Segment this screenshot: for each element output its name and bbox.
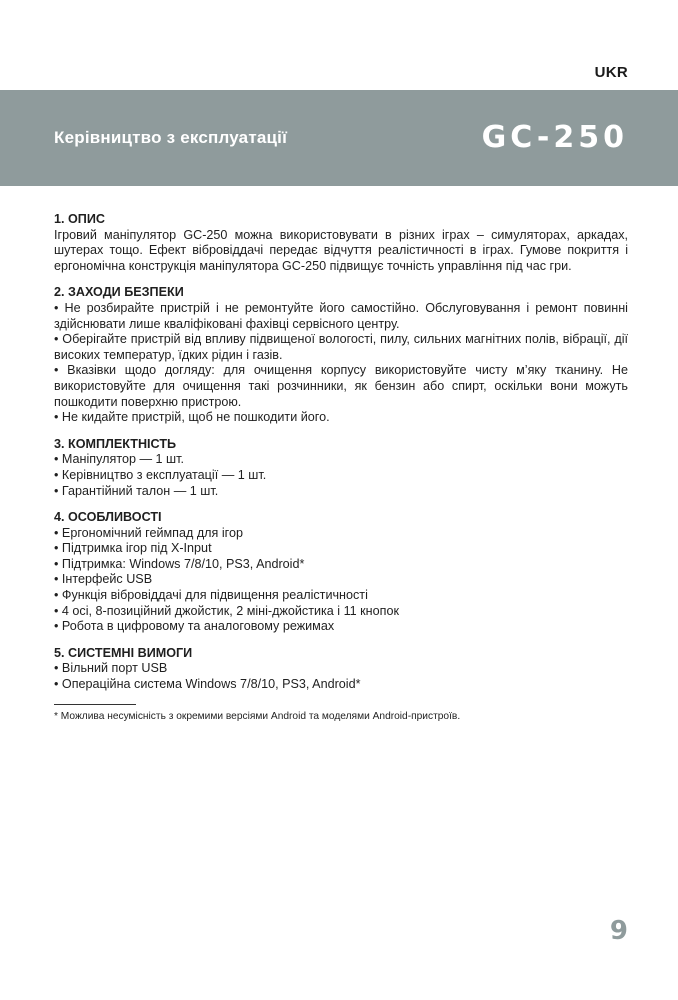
- manual-content: [54, 212, 628, 723]
- section-heading: 5. СИСТЕМНІ ВИМОГИ: [54, 645, 193, 660]
- page-number: 9: [609, 916, 628, 946]
- language-code: UKR: [594, 64, 628, 81]
- list-item: • Оберігайте пристрій від впливу підвищеної вологості, пилу, сильних магнітних полів, вібрації, дії високих температур, їдких рідин і газів.: [54, 332, 628, 363]
- list-item: • Функція вібровіддачі для підвищення реалістичності: [54, 588, 628, 604]
- section-heading: 2. ЗАХОДИ БЕЗПЕКИ: [54, 285, 184, 300]
- list-item: • Керівництво з експлуатації — 1 шт.: [54, 468, 628, 484]
- section-package-contents: [54, 437, 628, 499]
- section-features: [54, 510, 628, 635]
- requirements-list: [54, 661, 628, 692]
- section-text: Ігровий маніпулятор GC-250 можна використовувати в різних іграх – симуляторах, аркадах, шутерах тощо. Ефект вібровіддачі передає відчуття реалістичності в іграх. Гумове покриття і ергономічна конструкція маніпулятора GC-250 підвищує точність управління під час гри.: [54, 227, 628, 273]
- list-item: • Не розбирайте пристрій і не ремонтуйте його самостійно. Обслуговування і ремонт повинні здійснювати лише кваліфіковані фахівці сервісного центру.: [54, 301, 628, 332]
- footnote: * Можлива несумісність з окремими версіями Android та моделями Android-пристроїв.: [54, 710, 461, 722]
- list-item: • Маніпулятор — 1 шт.: [54, 452, 628, 468]
- contents-list: [54, 452, 628, 499]
- list-item: • Не кидайте пристрій, щоб не пошкодити його.: [54, 410, 628, 426]
- list-item: • Підтримка ігор під X-Input: [54, 541, 628, 557]
- header-banner: [0, 90, 678, 186]
- list-item: • Робота в цифровому та аналоговому режимах: [54, 619, 628, 635]
- list-item: • Гарантійний талон — 1 шт.: [54, 484, 628, 500]
- list-item: • Інтерфейс USB: [54, 572, 628, 588]
- features-list: [54, 526, 628, 635]
- list-item: • Ергономічний геймпад для ігор: [54, 526, 628, 542]
- list-item: • Операційна система Windows 7/8/10, PS3, Android*: [54, 677, 628, 693]
- section-safety: [54, 285, 628, 425]
- list-item: • 4 осі, 8-позиційний джойстик, 2 міні-джойстика і 11 кнопок: [54, 604, 628, 620]
- section-system-requirements: [54, 646, 628, 693]
- section-heading: 4. ОСОБЛИВОСТІ: [54, 510, 162, 525]
- section-description: [54, 212, 628, 274]
- footnote-divider: [54, 704, 136, 705]
- manual-title: Керівництво з експлуатації: [54, 128, 288, 147]
- list-item: • Вказівки щодо догляду: для очищення корпусу використовуйте чисту м’яку тканину. Не використовуйте для очищення такі розчинники, як бензин або спирт, оскільки вони можуть пошкодити поверхню пристрою.: [54, 363, 628, 410]
- model-name: GC-250: [481, 120, 628, 155]
- safety-list: [54, 301, 628, 426]
- section-heading: 3. КОМПЛЕКТНІСТЬ: [54, 436, 177, 451]
- list-item: • Вільний порт USB: [54, 661, 628, 677]
- section-heading: 1. ОПИС: [54, 212, 105, 226]
- list-item: • Підтримка: Windows 7/8/10, PS3, Android*: [54, 557, 628, 573]
